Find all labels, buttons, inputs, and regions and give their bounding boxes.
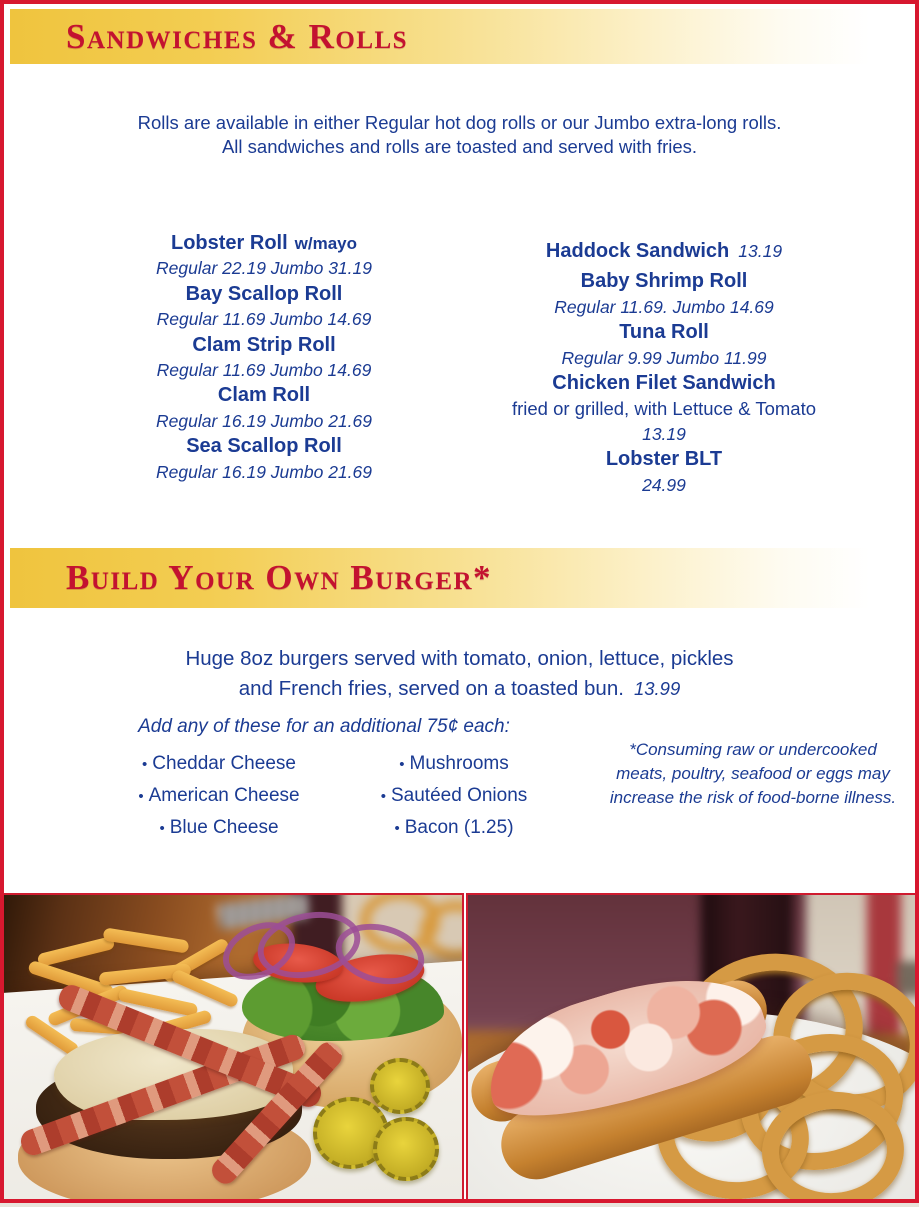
rolls-intro-line1: Rolls are available in either Regular hot dog rolls or our Jumbo extra-long rolls. <box>137 112 782 133</box>
menu-item-price: 13.19 <box>642 423 686 444</box>
menu-item-name: Sea Scallop Roll <box>186 435 342 458</box>
menu-item-name: Clam Roll <box>217 384 311 407</box>
menu-item-note: fried or grilled, with Lettuce & Tomato <box>511 398 817 420</box>
rolls-intro-line2: All sandwiches and rolls are toasted and served with fries. <box>221 135 698 157</box>
menu-item-name: Chicken Filet Sandwich <box>552 372 776 395</box>
menu-item-price: Regular 11.69 Jumbo 14.69 <box>156 360 372 381</box>
burger-price: 13.99 <box>633 678 681 699</box>
menu-item-name: Lobster BLT <box>605 448 723 471</box>
burger-desc-line2 <box>4 674 915 704</box>
bacon-cheeseburger-photo <box>2 893 464 1201</box>
menu-item-name <box>434 239 894 264</box>
item-name-suffix: w/mayo <box>294 234 358 253</box>
bullet-icon: • <box>394 819 400 837</box>
addon-item <box>64 812 374 844</box>
sandwiches-section-title: Sandwiches & Rolls <box>66 17 409 56</box>
menu-item-price: Regular 11.69. Jumbo 14.69 <box>554 296 774 317</box>
burger-desc-line2-text: and French fries, served on a toasted bun. <box>238 677 624 700</box>
menu-item-price: Regular 16.19 Jumbo 21.69 <box>156 461 372 482</box>
disclaimer-line2: meats, poultry, seafood or eggs may <box>616 764 890 783</box>
addon-item <box>334 812 574 844</box>
menu-item-price: Regular 9.99 Jumbo 11.99 <box>561 347 767 368</box>
addon-label: American Cheese <box>148 785 300 806</box>
addon-item <box>64 748 374 780</box>
addon-label: Bacon (1.25) <box>404 817 514 838</box>
addon-label: Blue Cheese <box>169 817 279 838</box>
burger-description <box>4 644 915 704</box>
menu-item-price: 24.99 <box>642 474 686 495</box>
sandwiches-section-banner <box>10 9 915 64</box>
rolls-intro-text <box>4 111 915 158</box>
addons-column-1 <box>64 748 374 844</box>
sandwiches-left-column <box>34 231 494 485</box>
menu-item-name: Tuna Roll <box>619 321 709 344</box>
menu-item-name <box>34 231 494 256</box>
burger-desc-line1: Huge 8oz burgers served with tomato, onion, lettuce, pickles <box>185 647 734 670</box>
addon-label: Sautéed Onions <box>391 785 528 806</box>
burger-section-banner <box>10 548 915 608</box>
menu-item-name: Baby Shrimp Roll <box>580 270 748 293</box>
item-name-text: Haddock Sandwich <box>545 240 730 262</box>
menu-item-price: Regular 11.69 Jumbo 14.69 <box>156 309 372 330</box>
addons-column-2 <box>334 748 574 844</box>
item-inline-price: 13.19 <box>738 241 783 261</box>
lobster-roll-photo <box>466 893 917 1201</box>
raw-food-disclaimer <box>592 738 914 810</box>
addon-item <box>64 780 374 812</box>
menu-item-price: Regular 16.19 Jumbo 21.69 <box>156 410 372 431</box>
bullet-icon: • <box>138 787 144 805</box>
bullet-icon: • <box>399 755 405 773</box>
item-name-text: Lobster Roll <box>170 232 288 254</box>
bullet-icon: • <box>159 819 165 837</box>
bullet-icon: • <box>380 787 386 805</box>
food-photos-row <box>2 893 917 1201</box>
burger-section-title: Build Your Own Burger* <box>66 558 493 597</box>
pickle-chip <box>373 1117 439 1181</box>
bullet-icon: • <box>142 755 148 773</box>
sandwiches-right-column <box>434 239 894 498</box>
addon-label: Cheddar Cheese <box>152 753 296 774</box>
menu-item-price: Regular 22.19 Jumbo 31.19 <box>156 258 372 279</box>
menu-item-name: Clam Strip Roll <box>192 333 336 356</box>
addon-item <box>334 780 574 812</box>
menu-item-name: Bay Scallop Roll <box>185 282 343 305</box>
addon-item <box>334 748 574 780</box>
pickle-chip <box>370 1058 430 1114</box>
disclaimer-line1: *Consuming raw or undercooked <box>629 740 877 759</box>
addon-label: Mushrooms <box>409 753 509 774</box>
disclaimer-line3: increase the risk of food-borne illness. <box>609 788 897 807</box>
addons-intro: Add any of these for an additional 75¢ each: <box>138 716 510 737</box>
